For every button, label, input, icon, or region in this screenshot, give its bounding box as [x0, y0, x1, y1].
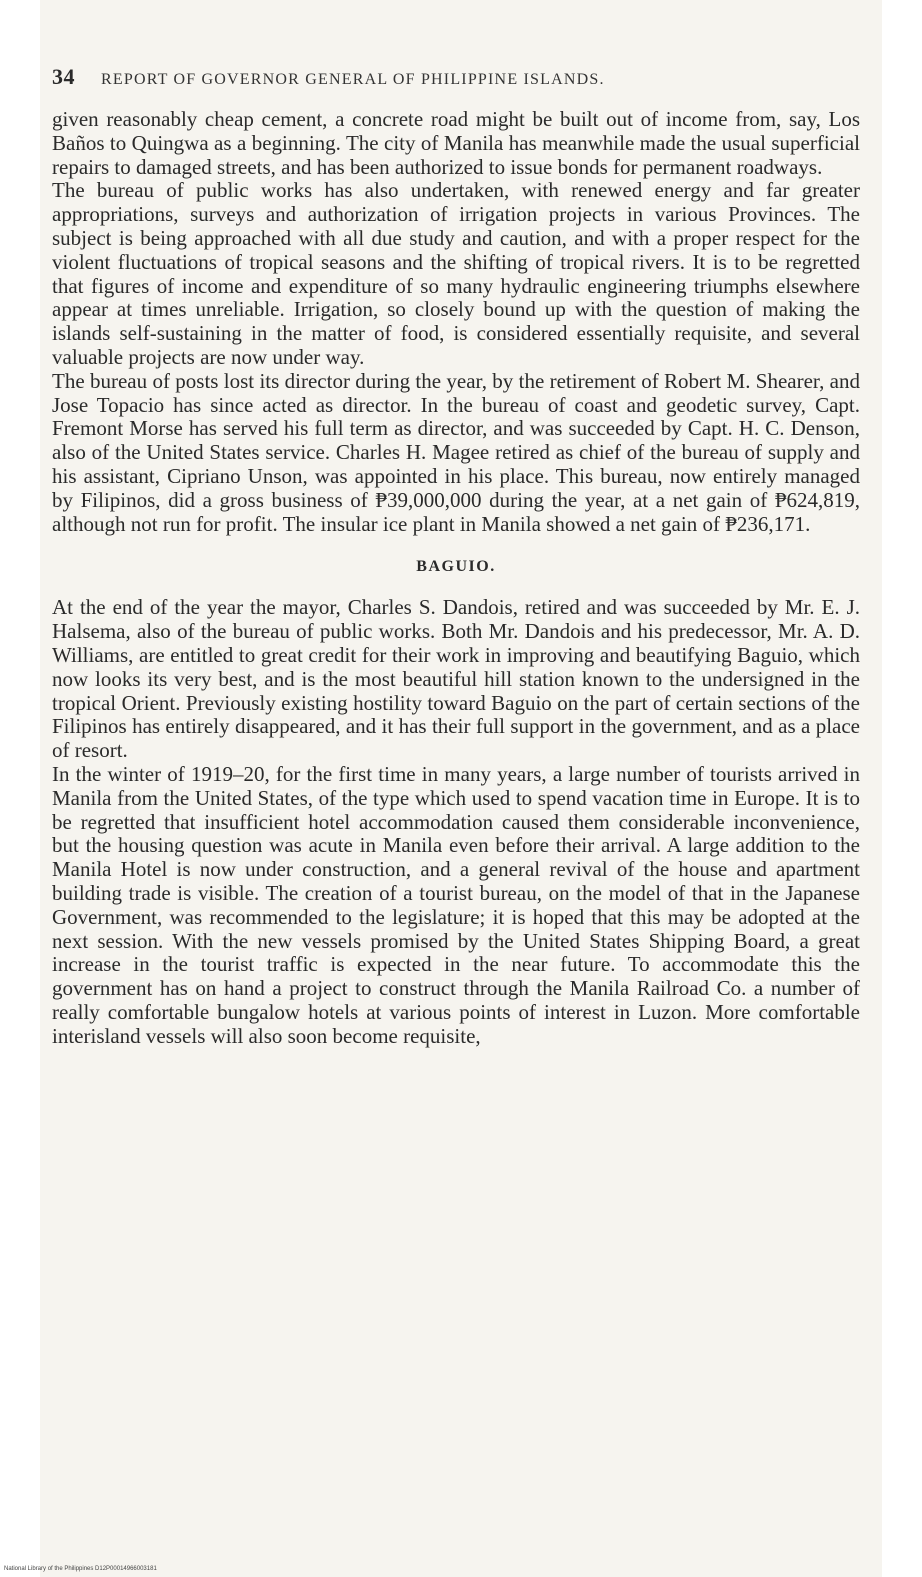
- paragraph: At the end of the year the mayor, Charles S. Dandois, retired and was succeeded by Mr. E. J. Halsema, also of the bureau of public works. Both Mr. Dandois and his predecessor, Mr. A. D. Williams, are entitled to great credit for their work in improving and beautifying Baguio, which now looks its very best, and is the most beautiful hill station known to the undersigned in the tropical Orient. Previously existing hostility toward Baguio on the part of certain sections of the Filipinos has entirely disappeared, and it has their full support in the government, and as a place of resort.: [52, 595, 860, 763]
- paragraph: The bureau of posts lost its director during the year, by the retirement of Robert M. Shearer, and Jose Topacio has since acted as director. In the bureau of coast and geodetic survey, Capt. Fremont Morse has served his full term as director, and was succeeded by Capt. H. C. Denson, also of the United States service. Charles H. Magee retired as chief of the bureau of supply and his assistant, Cipriano Unson, was appointed in his place. This bureau, now entirely managed by Filipinos, did a gross business of ₱39,000,000 during the year, at a net gain of ₱624,819, although not run for profit. The insular ice plant in Manila showed a net gain of ₱236,171.: [52, 368, 860, 536]
- document-page: [40, 0, 882, 1577]
- archive-stamp: National Library of the Philippines D12P00014966003181: [4, 1566, 157, 1572]
- running-title: REPORT OF GOVERNOR GENERAL OF PHILIPPINE ISLANDS.: [101, 71, 605, 88]
- page-number: 34: [52, 64, 75, 89]
- paragraph: In the winter of 1919–20, for the first time in many years, a large number of tourists arrived in Manila from the United States, of the type which used to spend vacation time in Europe. It is to be regretted that insufficient hotel accommodation caused them considerable inconvenience, but the housing question was acute in Manila even before their arrival. A large addition to the Manila Hotel is now under construction, and a general revival of the house and apartment building trade is visible. The creation of a tourist bureau, on the model of that in the Japanese Government, was recommended to the legislature; it is hoped that this may be adopted at the next session. With the new vessels promised by the United States Shipping Board, a great increase in the tourist traffic is expected in the near future. To accommodate this the government has on hand a project to construct through the Manila Railroad Co. a number of really comfortable bungalow hotels at various points of interest in Luzon. More comfortable interisland vessels will also soon become requisite,: [52, 761, 860, 1048]
- body-text: [52, 108, 860, 1048]
- section-heading: BAGUIO.: [416, 558, 496, 576]
- page-header: [52, 64, 852, 94]
- paragraph: given reasonably cheap cement, a concrete road might be built out of income from, say, Los Baños to Quingwa as a beginning. The city of Manila has meanwhile made the usual superficial repairs to damaged streets, and has been authorized to issue bonds for permanent roadways.: [52, 107, 860, 179]
- paragraph: The bureau of public works has also undertaken, with renewed energy and far greater appropriations, surveys and authorization of irrigation projects in various Provinces. The subject is being approached with all due study and caution, and with a proper respect for the violent fluctuations of tropical seasons and the shifting of tropical rivers. It is to be regretted that figures of income and expenditure of so many hydraulic engineering triumphs elsewhere appear at times unreliable. Irrigation, so closely bound up with the question of making the islands self-sustaining in the matter of food, is considered essentially requisite, and several valuable projects are now under way.: [52, 178, 860, 369]
